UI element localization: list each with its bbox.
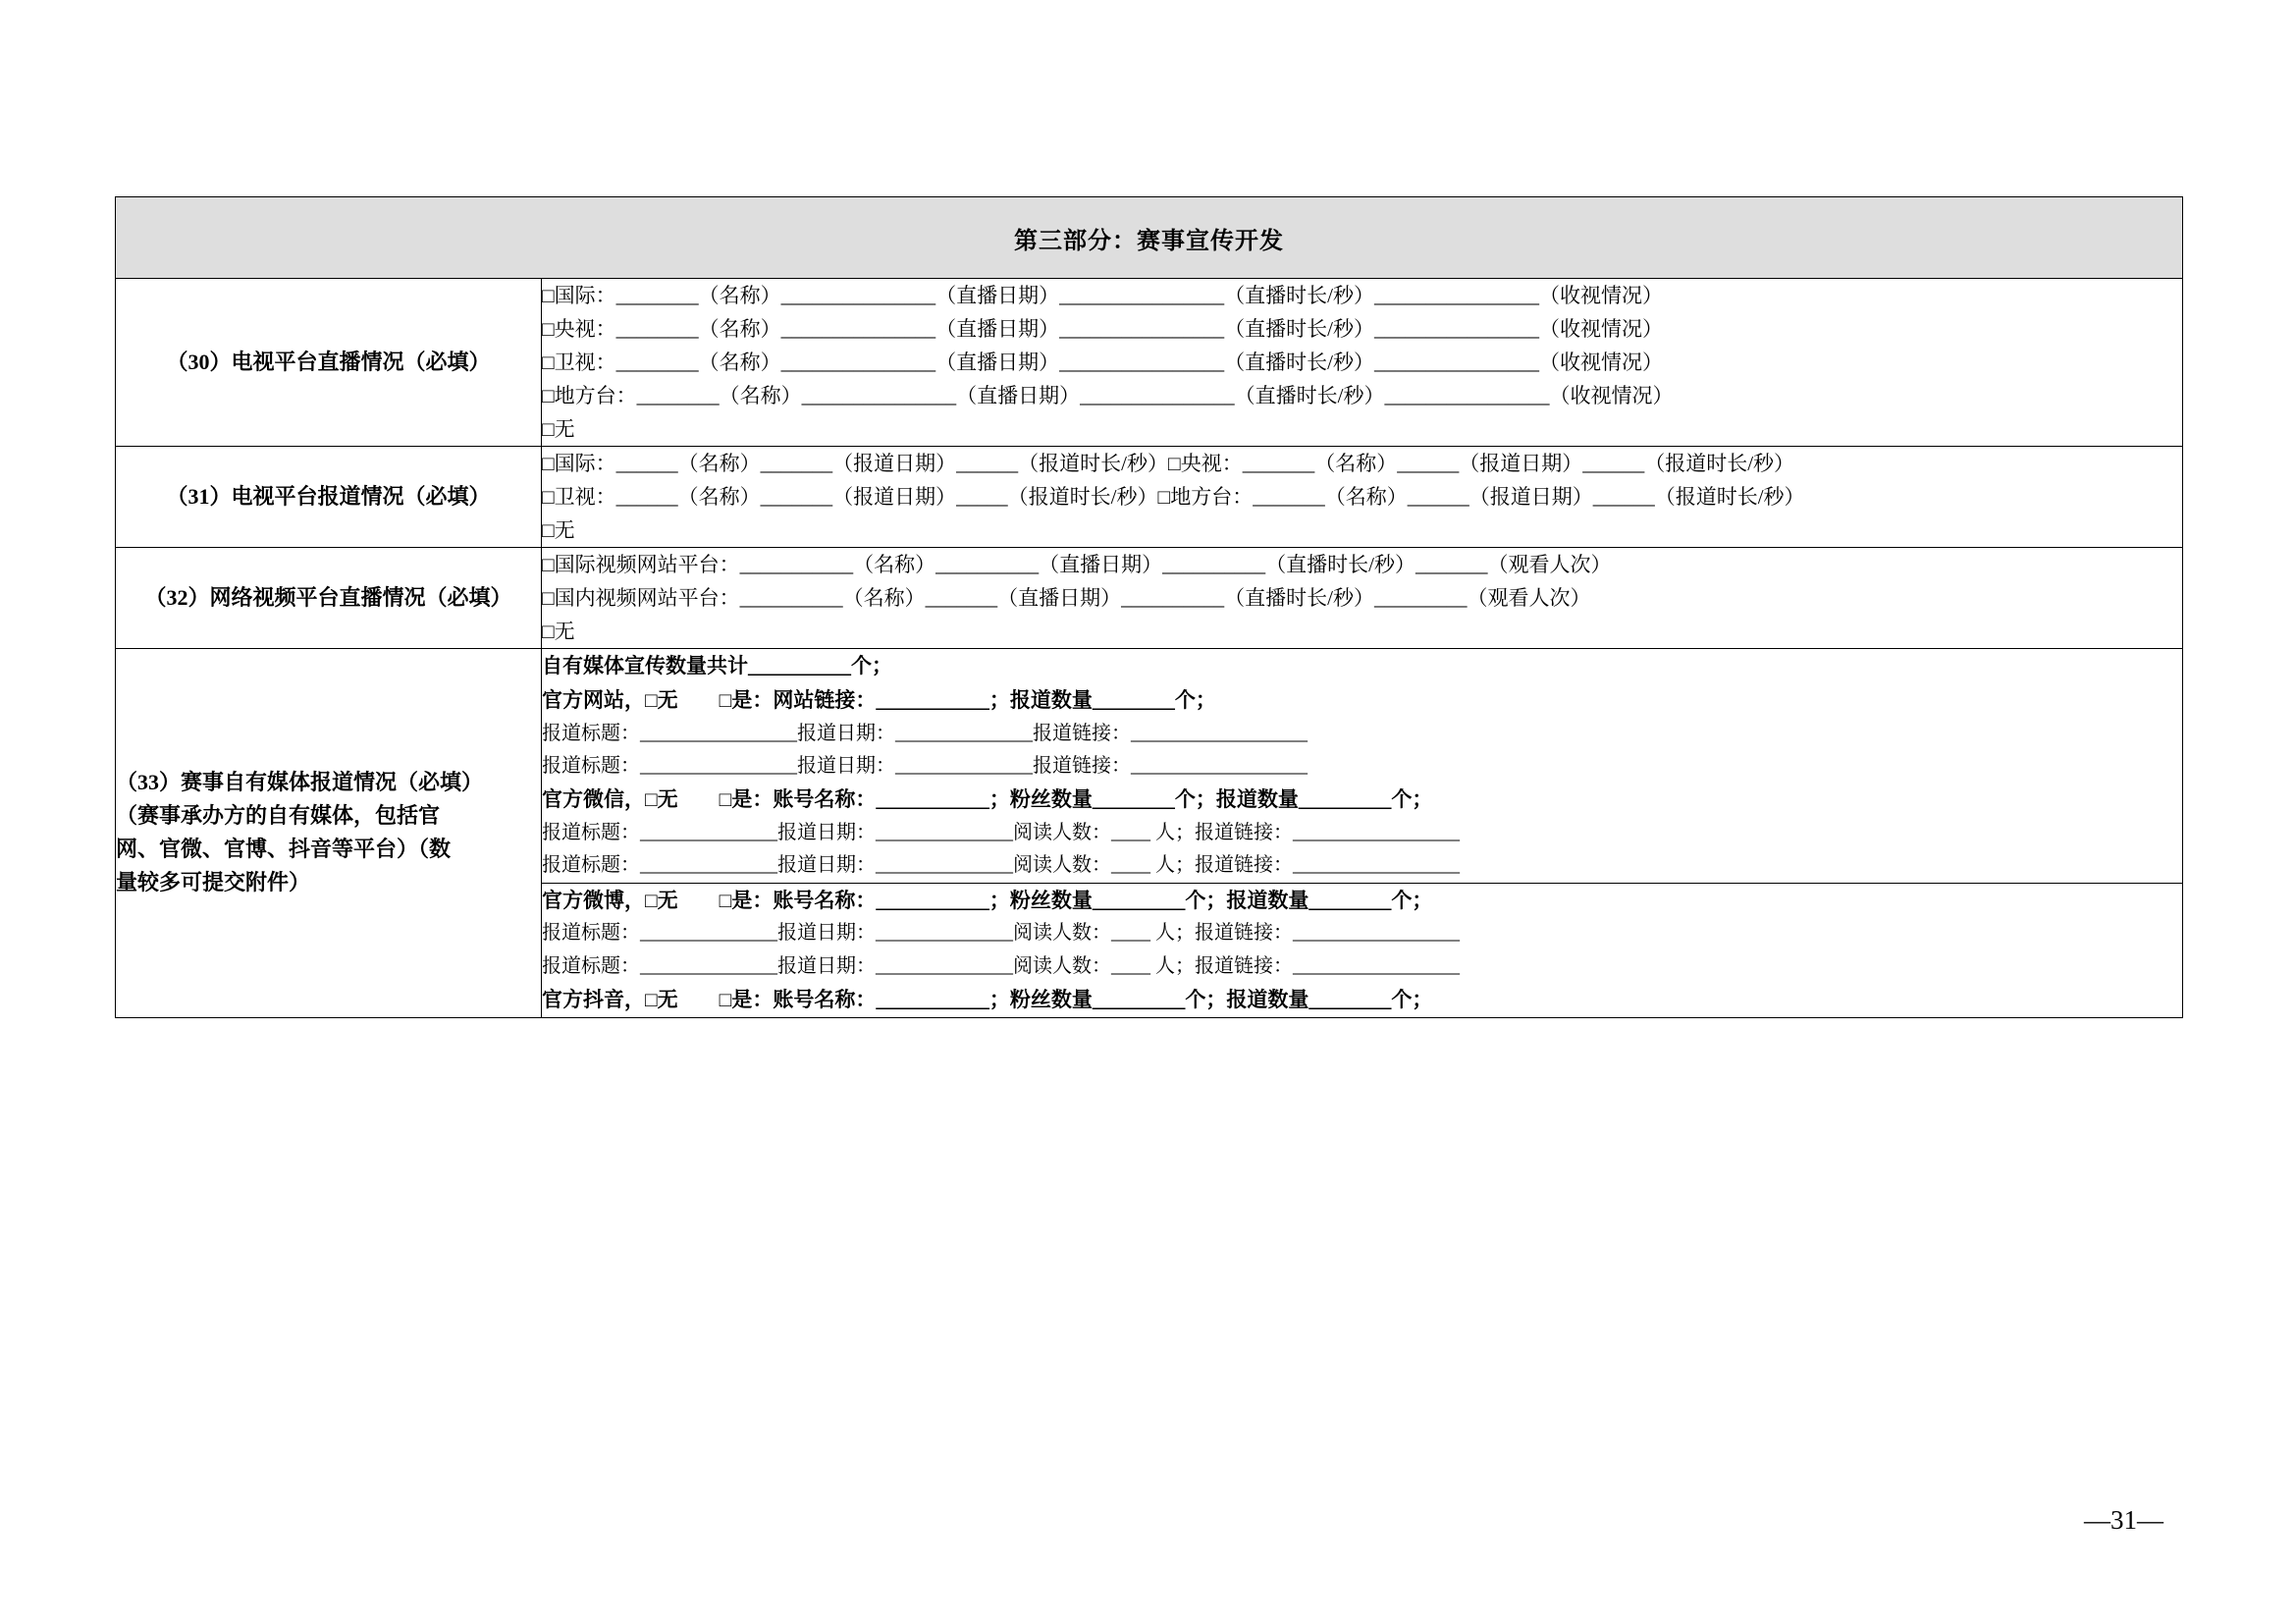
table-row <box>116 279 2183 447</box>
row-label-30: （30）电视平台直播情况（必填） <box>116 279 542 447</box>
field-line: □无 <box>542 518 575 543</box>
row-content-30 <box>542 279 2183 447</box>
row-content-32 <box>542 548 2183 649</box>
field-line: 自有媒体宣传数量共计__________个； <box>542 654 892 678</box>
field-line: 报道标题：________________报道日期：______________报道链接：__________________ <box>542 722 1308 744</box>
row-label-32: （32）网络视频平台直播情况（必填） <box>116 548 542 649</box>
field-line: □无 <box>542 620 575 644</box>
field-line: 报道标题：______________报道日期：______________阅读人数：____ 人；报道链接：_________________ <box>542 854 1460 877</box>
field-line: □国内视频网站平台：__________（名称）_______（直播日期）__________（直播时长/秒）_________（观看人次） <box>542 586 1591 611</box>
field-line: □国际：______（名称）_______（报道日期）______（报道时长/秒）□央视：_______（名称）______（报道日期）______（报道时长/秒） <box>542 452 1795 476</box>
field-line: □央视：________（名称）_______________（直播日期）________________（直播时长/秒）________________（收视情况） <box>542 317 1664 342</box>
field-line: 报道标题：______________报道日期：______________阅读人数：____ 人；报道链接：_________________ <box>542 922 1460 945</box>
row-label-31: （31）电视平台报道情况（必填） <box>116 447 542 548</box>
page-number: —31— <box>2084 1505 2163 1535</box>
field-line: □卫视：______（名称）_______（报道日期）_____（报道时长/秒）□地方台：_______（名称）______（报道日期）______（报道时长/秒） <box>542 485 1805 510</box>
field-line: 报道标题：________________报道日期：______________报道链接：__________________ <box>542 755 1308 778</box>
section-header-row <box>116 197 2183 279</box>
field-line: □国际视频网站平台：___________（名称）__________（直播日期）__________（直播时长/秒）_______（观看人次） <box>542 553 1612 577</box>
field-line: 报道标题：______________报道日期：______________阅读人数：____ 人；报道链接：_________________ <box>542 822 1460 844</box>
label-line: 量较多可提交附件） <box>116 870 311 895</box>
section-header-title: 第三部分：赛事宣传开发 <box>116 197 2183 279</box>
row-label-33 <box>116 649 542 1017</box>
label-line: 网、官微、官博、抖音等平台）（数 <box>116 837 452 862</box>
field-line: □无 <box>542 417 575 442</box>
field-line: 报道标题：______________报道日期：______________阅读人数：____ 人；报道链接：_________________ <box>542 954 1460 977</box>
media-subtable <box>542 649 2182 1016</box>
field-line: 官方抖音，□无 □是：账号名称：___________；粉丝数量_________个；报道数量________个； <box>542 987 1433 1011</box>
form-table <box>115 196 2183 1018</box>
field-line: □地方台：________（名称）_______________（直播日期）_______________（直播时长/秒）________________（收视情况） <box>542 384 1674 408</box>
label-line: （33）赛事自有媒体报道情况（必填） <box>116 770 484 795</box>
table-row-media <box>116 649 2183 1017</box>
field-line: □卫视：________（名称）_______________（直播日期）________________（直播时长/秒）________________（收视情况） <box>542 351 1664 375</box>
table-row <box>116 447 2183 548</box>
field-line: 官方微博，□无 □是：账号名称：___________；粉丝数量_________个；报道数量________个； <box>542 888 1433 912</box>
media-block-own <box>542 649 2182 883</box>
row-content-31 <box>542 447 2183 548</box>
field-line: 官方微信，□无 □是：账号名称：___________；粉丝数量________个；报道数量_________个； <box>542 787 1433 812</box>
field-line: □国际：________（名称）_______________（直播日期）________________（直播时长/秒）________________（收视情况） <box>542 284 1664 307</box>
label-line: （赛事承办方的自有媒体，包括官 <box>116 803 441 829</box>
row-content-33 <box>542 649 2183 1017</box>
field-line: 官方网站，□无 □是：网站链接：___________；报道数量________个； <box>542 688 1216 713</box>
table-row <box>116 548 2183 649</box>
media-block-weibo <box>542 883 2182 1017</box>
